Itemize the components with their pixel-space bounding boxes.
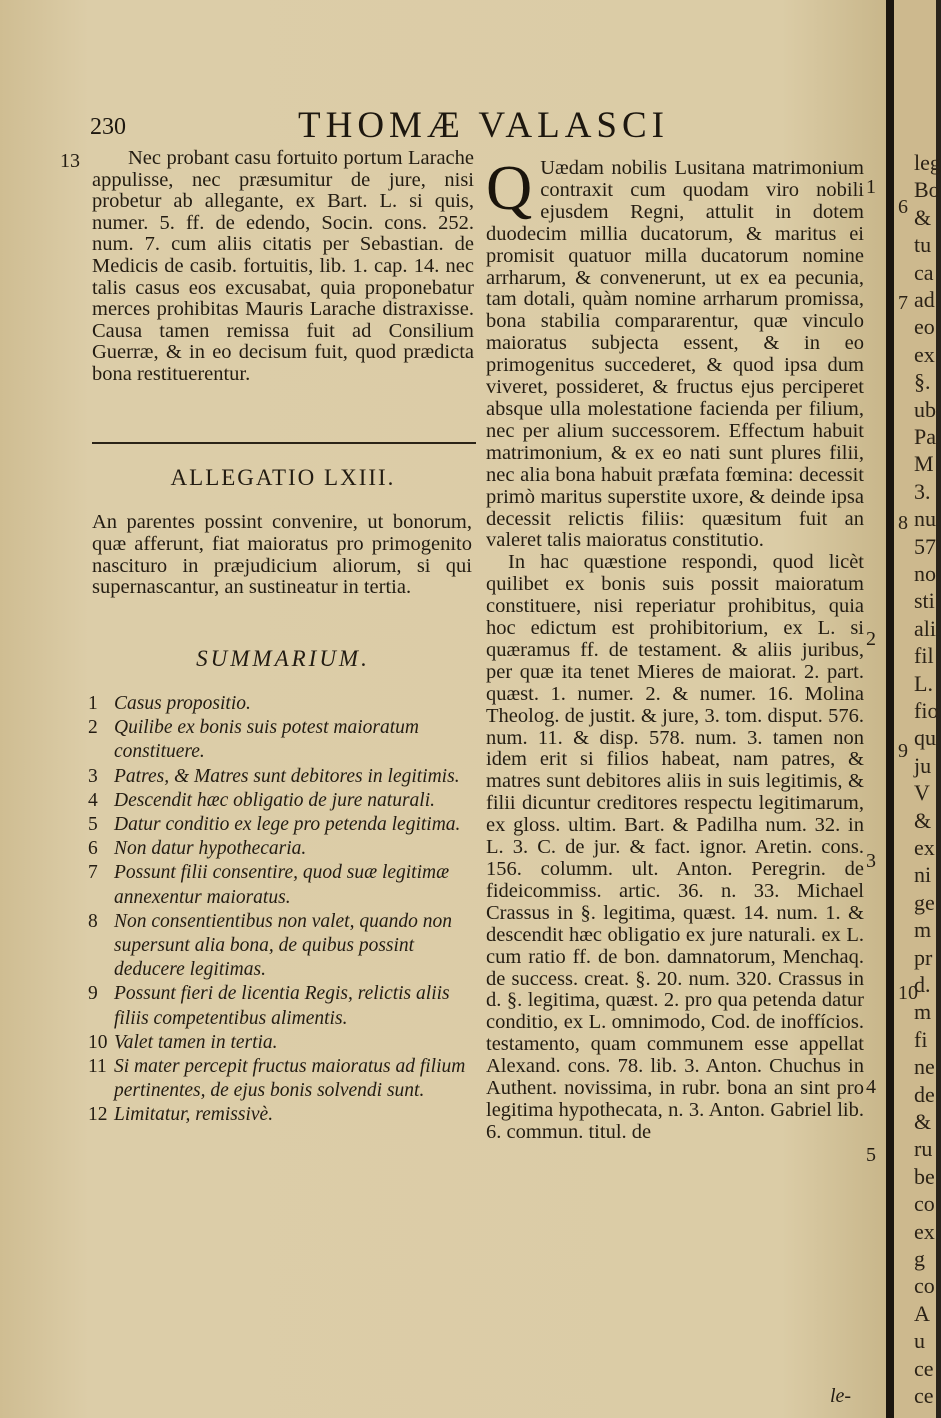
facing-page-fragment: ni: [914, 862, 932, 888]
facing-page-margin-number: 9: [898, 740, 908, 762]
margin-number: 2: [866, 628, 876, 650]
page-title: THOMÆ VALASCI: [298, 105, 669, 146]
list-item: 7 Possunt filii consentire, quod suæ legitimæ annexentur maioratus.: [88, 862, 450, 908]
facing-page-fragment: A: [914, 1300, 930, 1326]
left-opening-paragraph: [92, 148, 474, 386]
summarium-heading: SUMMARIUM.: [196, 646, 370, 671]
facing-page-fragment: co: [914, 1191, 935, 1217]
list-item: 9 Possunt fieri de licentia Regis, relictis aliis filiis competentibus alimentis.: [88, 983, 450, 1029]
facing-page-margin-number: 8: [898, 512, 908, 534]
facing-page-fragment: ju: [914, 752, 932, 778]
facing-page-fragment: be: [914, 1163, 935, 1189]
list-item: 6 Non datur hypothecaria.: [88, 838, 307, 860]
drop-cap: Q: [486, 152, 533, 223]
facing-page-fragment: g: [914, 1246, 925, 1271]
facing-page-fragment: ru: [914, 1136, 933, 1162]
facing-page-fragment: 57: [914, 533, 936, 559]
summarium-list: [88, 692, 478, 1128]
list-item: 10 Valet tamen in tertia.: [88, 1031, 278, 1053]
list-item: 2 Quilibe ex bonis suis potest maioratum constituere.: [88, 717, 419, 763]
facing-page-fragment: no: [914, 561, 936, 586]
facing-page-fragment: pr: [914, 944, 933, 970]
allegatio-question: An parentes possint convenire, ut bonorum, quæ afferunt, fiat maioratus pro primogenito nascituro in præjudicium aliorum, si qui supernascantur, an sustineatur in tertia.: [92, 511, 472, 599]
list-item: 5 Datur conditio ex lege pro petenda legitima.: [88, 814, 461, 836]
list-item: 8 Non consentientibus non valet, quando non supersunt alia bona, de quibus possint deducere legitimas.: [88, 910, 452, 981]
list-item: 3 Patres, & Matres sunt debitores in legitimis.: [88, 765, 460, 787]
allegatio-heading: ALLEGATIO LXIII.: [170, 465, 396, 490]
facing-page-fragment: m: [914, 999, 932, 1025]
facing-page-fragment: sti: [914, 588, 935, 614]
facing-page-fragment: ne: [914, 1054, 935, 1080]
facing-page-fragment: Bo: [914, 177, 940, 203]
facing-page-fragment: M: [914, 451, 934, 477]
facing-page-margin-number: 7: [898, 292, 908, 314]
facing-page-fragment: m: [914, 917, 932, 943]
facing-page-fragment: &: [914, 807, 932, 833]
facing-page-fragment: Pa: [914, 424, 936, 449]
facing-page-fragment: eo: [914, 314, 935, 340]
facing-page-fragment: ca: [914, 259, 934, 285]
facing-page-fragment: d.: [914, 972, 931, 997]
facing-page-fragment: fio: [914, 698, 939, 723]
facing-page-fragment: 3.: [914, 478, 931, 504]
facing-page-fragment: V: [914, 780, 930, 806]
facing-page-fragment: fil: [914, 643, 934, 669]
opening-paragraph: Nec probant casu fortuito portum Larache appulisse, nec præsumitur de jure, nisi probetur ab allegante, ex Bart. L. si quis, numer. 5. ff. de edendo, Socin. cons. 252. num. 7. cum aliis citatis per Sebastian. de Medicis de casib. fortuitis, lib. 1. cap. 14. nec talis casus eos excusabat, quia proponebatur merces prohibitas Mauris Larache distraxisse. Causa tamen remissa fuit ad Consilium Guerræ, & in eo decisum fuit, quod prædicta bona restituerentur.: [92, 147, 474, 385]
facing-page-edge: [894, 0, 941, 1418]
facing-page-fragment: nu: [914, 506, 936, 532]
list-item: 12 Limitatur, remissivè.: [88, 1104, 274, 1126]
facing-page-fragment: u: [914, 1328, 925, 1354]
facing-page-fragment: ali: [914, 615, 936, 641]
right-column: [486, 152, 864, 1144]
margin-number: 4: [866, 1076, 876, 1098]
margin-number: 3: [866, 850, 876, 872]
facing-page-fragment: L.: [914, 670, 933, 696]
margin-number: 1: [866, 176, 876, 198]
catchword: le-: [830, 1385, 852, 1407]
facing-page-fragment: ce: [914, 1383, 934, 1408]
facing-page-fragment: ub: [914, 396, 936, 422]
list-item: 4 Descendit hæc obligatio de jure naturali.: [88, 789, 435, 811]
response-paragraph: In hac quæstione respondi, quod licèt quilibet ex bonis suis possit maioratum constituere, nisi reperiatur prohibitus, quia hoc edictum est prohibitorium, ex L. si quæramus ff. de testament. & aliis juribus, per quæ ita tenet Mieres de maiorat. 2. part. quæst. 1. numer. 2. & numer. 16. Molina Theolog. de justit. & jure, 3. tom. disput. 576. num. 11. & disp. 578. num. 3. tamen non idem erit si filios habeat, nam patres, & matres sunt debitores aliis in suis legitimis, & filii dicuntur creditores respectu legitimarum, ex gloss. ultim. Bart. & Padilha num. 32. in L. 3. C. de jur. & fact. ignor. Aretin. cons. 156. columm. ult. Anton. Peregrin. de fideicommiss. artic. 36. n. 33. Michael Crassus in §. legitima, quæst. 14. num. 1. & descendit hæc obligatio ex jure naturali. ex L. cum ratio ff. de bon. damnatorum, Menchaq. de success. creat. §. 20. num. 320. Crassus in d. §. legitima, quæst. 2. pro qua petenda datur conditio, ex L. omnimodo, Cod. de inoffícios. testamento, quam communem esse appellat Alexand. cons. 78. lib. 3. Anton. Chuchus in Authent. novissima, in rubr. bona an sint pro legitima hypothecata, n. 3. Anton. Gabriel lib. 6. commun. titul. de: [486, 551, 864, 1143]
margin-number: 13: [60, 150, 80, 172]
facing-page-margin-number: 10: [898, 982, 918, 1004]
facing-page-fragment: §.: [914, 369, 931, 395]
facing-page-fragment: fi: [914, 1026, 928, 1052]
section-divider: [92, 442, 476, 444]
facing-page-fragment: &: [914, 1109, 932, 1134]
facing-page-fragment: de: [914, 1081, 935, 1107]
facing-page-fragment: leg: [914, 150, 941, 175]
facing-page-fragment: qu: [914, 725, 936, 751]
facing-page-fragment: ge: [914, 889, 935, 915]
facing-page-fragment: ad: [914, 287, 935, 312]
facing-page-fragment: ex: [914, 1218, 935, 1244]
case-paragraph: Q Uædam nobilis Lusitana matrimonium contraxit cum quodam viro nobili ejusdem Regni, attulit in dotem duodecim millia ducatorum, & maritus ei promisit quatuor milla ducatorum nomine arrharum, & convenerunt, ut ex ea pecunia, tam dotali, quàm nomine arrharum promissa, bona stabilia compararentur, quæ vinculo maioratus subjecta essent, & in eo primogenitus succederet, & quod ipsa dum viveret, possideret, & fructus ejus perciperet absque ulla molestatione facienda per filium, nec per alium successorem. Effectum habuit matrimonium, & ex eo nati sunt plures filii, nec alia bona habuit præfata fœmina: decessit primò maritus superstite uxore, & deinde ipsa decessit relictis filiis: quæsitum fuit an valeret talis maioratus constitutio.: [486, 152, 864, 552]
page-number: 230: [90, 114, 126, 140]
facing-page-margin-number: 6: [898, 196, 908, 218]
facing-page-fragment: tu: [914, 232, 932, 258]
list-item: 11 Si mater percepit fructus maioratus ad filium pertinentes, de ejus bonis solvendi sunt.: [88, 1056, 466, 1102]
margin-number: 5: [866, 1144, 876, 1166]
list-item: 1 Casus propositio.: [88, 693, 251, 714]
facing-page-fragment: ex: [914, 341, 935, 367]
facing-page-fragment: co: [914, 1273, 935, 1299]
facing-page-fragment: ex: [914, 835, 935, 860]
facing-page-fragment: ce: [914, 1355, 934, 1381]
facing-page-fragment: &: [914, 204, 932, 230]
